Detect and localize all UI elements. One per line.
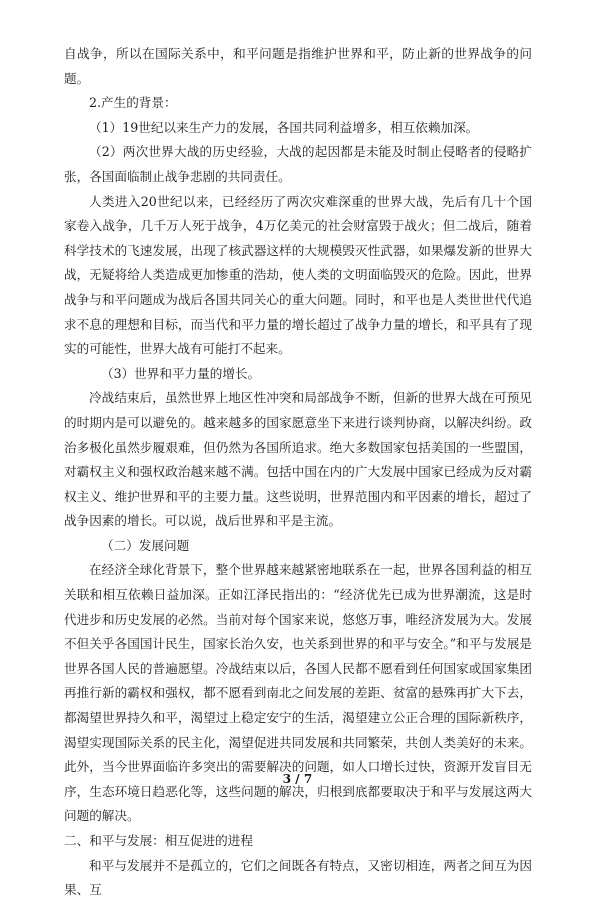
- paragraph-relationship: 和平与发展并不是孤立的，它们之间既各有特点，又密切相连，两者之间互为因果、互: [64, 857, 532, 898]
- paragraph-globalization: 在经济全球化背景下，整个世界越来越紧密地联系在一起，世界各国利益的相互关联和相互依赖日益加深。正如江泽民指出的：“经济优先已成为世界潮流，这是时代进步和历史发展的必然。当前对每个国家来说，悠悠万事，唯经济发展为大。发展不但关乎各国国计民生，国家长治久安，也关系到世界的和平与安全。”和平与发展是世界各国人民的普遍愿望。冷战结束以后，各国人民都不愿看到任何国家或国家集团再推行新的霸权和强权，都不愿看到南北之间发展的差距、贫富的悬殊再扩大下去，都渴望世界持久和平，渴望过上稳定安宁的生活，渴望建立公正合理的国际新秩序，渴望实现国际关系的民主化，渴望促进共同发展和共同繁荣，共创人类美好的未来。此外，当今世界面临许多突出的需要解决的问题，如人口增长过快，资源开发盲目无序，生态环境日趋恶化等，这些问题的解决，归根到底都要取决于和平与发展这两大问题的解决。: [64, 562, 532, 824]
- paragraph-world-wars: 人类进入20世纪以来，已经经历了两次灾难深重的世界大战，先后有几十个国家卷入战争，几千万人死于战争，4万亿美元的社会财富毁于战火；但二战后，随着科学技术的飞速发展，出现了核武器这样的大规模毁灭性武器，如果爆发新的世界大战，无疑将给人类造成更加惨重的浩劫，使人类的文明面临毁灭的危险。因此，世界战争与和平问题成为战后各国共同关心的重大问题。同时，和平也是人类世世代代追求不息的理想和目标，而当代和平力量的增长超过了战争力量的增长，和平具有了现实的可能性，世界大战有可能打不起来。: [64, 193, 532, 357]
- section-heading-peace-development: 二、和平与发展：相互促进的进程: [64, 833, 253, 848]
- section-heading-background: 2.产生的背景：: [89, 95, 177, 111]
- page-number: 3 / 7: [282, 772, 313, 786]
- list-item-3: （3）世界和平力量的增长。: [101, 365, 261, 381]
- section-heading-development: （二）发展问题: [101, 537, 190, 553]
- paragraph-continuation: 自战争，所以在国际关系中，和平问题是指维护世界和平，防止新的世界战争的问题。: [64, 46, 532, 86]
- list-item-2: （2）两次世界大战的历史经验，大战的起因都是未能及时制止侵略者的侵略扩张，各国面临制止战争悲剧的共同责任。: [64, 144, 532, 184]
- list-item-1: （1）19世纪以来生产力的发展，各国共同利益增多，相互依赖加深。: [89, 119, 479, 135]
- paragraph-cold-war: 冷战结束后，虽然世界上地区性冲突和局部战争不断，但新的世界大战在可预见的时期内是可以避免的。越来越多的国家愿意坐下来进行谈判协商，以解决纠纷。政治多极化虽然步履艰难，但仍然为各国所追求。绝大多数国家包括美国的一些盟国，对霸权主义和强权政治越来越不满。包括中国在内的广大发展中国家已经成为反对霸权主义、维护世界和平的主要力量。这些说明，世界范围内和平因素的增长，超过了战争因素的增长。可以说，战后世界和平是主流。: [64, 390, 532, 529]
